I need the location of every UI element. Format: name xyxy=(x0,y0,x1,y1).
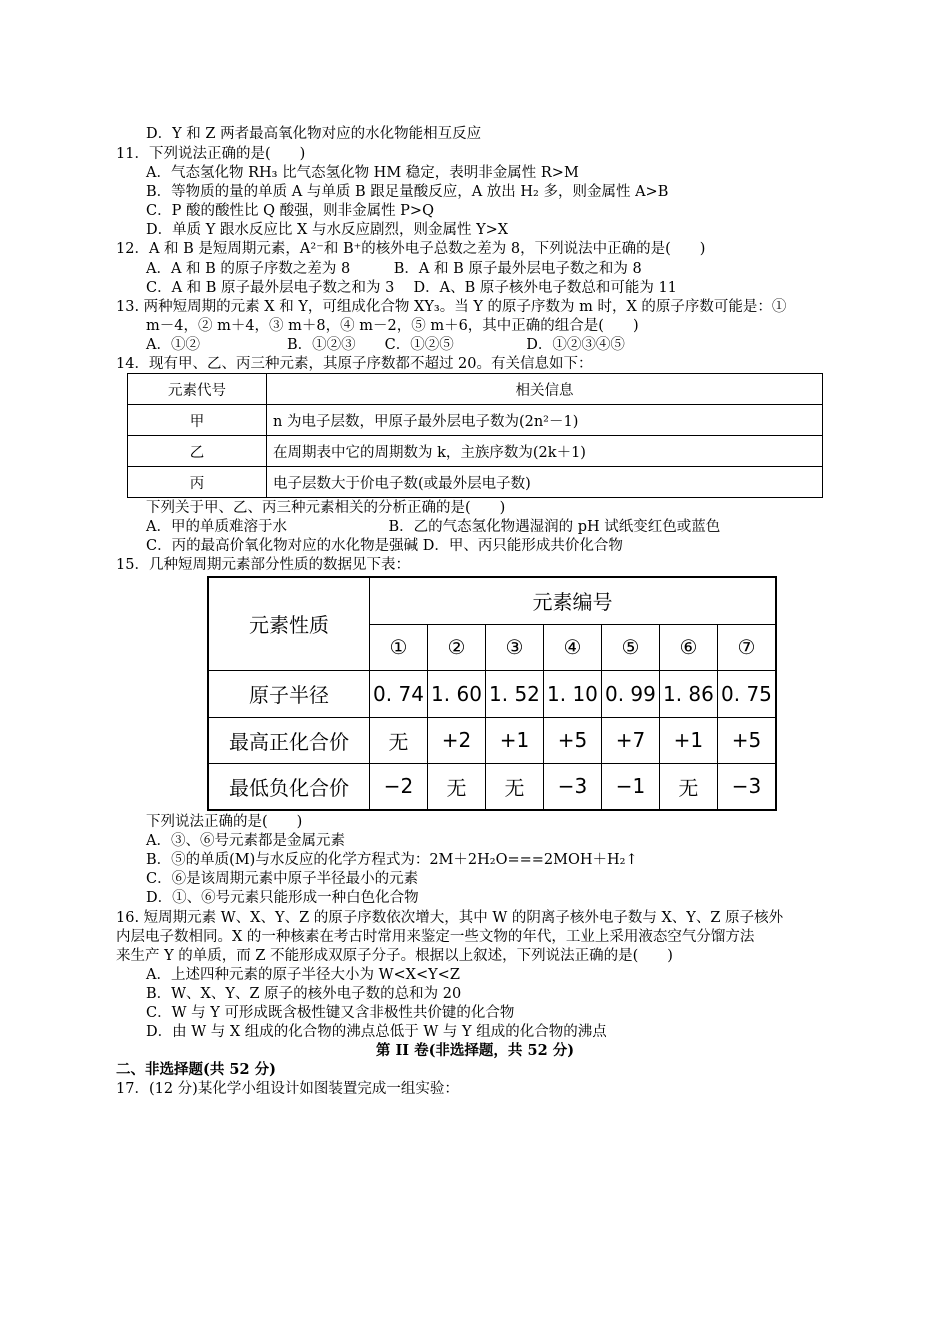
q15-option-a: A．③、⑥号元素都是金属元素 xyxy=(146,833,345,849)
q15-question: 下列说法正确的是( ) xyxy=(146,814,303,830)
q15-cell: 1. 10 xyxy=(543,670,601,717)
q15-cell: +7 xyxy=(601,717,659,763)
q15-cell: +1 xyxy=(659,717,717,763)
q15-element-id: ⑥ xyxy=(659,624,717,670)
q14-options-cd: C．丙的最高价氧化物对应的水化物是强碱 D．甲、丙只能形成共价化合物 xyxy=(146,538,623,554)
q15-cell: 无 xyxy=(485,763,543,810)
q15-cell: +5 xyxy=(543,717,601,763)
q13-stem-line2: m－4，② m＋4，③ m＋8，④ m－2，⑤ m＋6，其中正确的组合是( ) xyxy=(146,318,639,334)
q11-option-a: A．气态氢化物 RH₃ 比气态氢化物 HM 稳定，表明非金属性 R>M xyxy=(146,165,579,181)
q16-option-b: B．W、X、Y、Z 原子的核外电子数的总和为 20 xyxy=(146,986,462,1002)
q15-option-d: D．①、⑥号元素只能形成一种白色化合物 xyxy=(146,890,419,906)
q16-stem-line1: 16. 短周期元素 W、X、Y、Z 的原子序数依次增大，其中 W 的阴离子核外电子数与 X、Y、Z 原子核外 xyxy=(116,910,784,926)
q11-option-b: B．等物质的量的单质 A 与单质 B 跟足量酸反应，A 放出 H₂ 多，则金属性 A>B xyxy=(146,184,669,200)
q11-option-c: C．P 酸的酸性比 Q 酸强，则非金属性 P>Q xyxy=(146,203,434,219)
q15-data-table xyxy=(207,576,777,811)
q14-row-code: 甲 xyxy=(128,405,267,436)
q14-options-ab: A．甲的单质难溶于水 B．乙的气态氢化物遇湿润的 pH 试纸变红色或蓝色 xyxy=(146,519,721,535)
q12-stem: 12．A 和 B 是短周期元素，A²⁻和 B⁺的核外电子总数之差为 8，下列说法中正确的是( ) xyxy=(116,241,706,257)
q15-cell: 无 xyxy=(370,717,428,763)
q15-cell: −1 xyxy=(601,763,659,810)
q15-cell: 1. 52 xyxy=(485,670,543,717)
q12-options-cd: C．A 和 B 原子最外层电子数之和为 3 D．A、B 原子核外电子数总和可能为 11 xyxy=(146,280,677,296)
q15-cell: 1. 86 xyxy=(659,670,717,717)
q15-cell: 无 xyxy=(659,763,717,810)
q15-cell: +1 xyxy=(485,717,543,763)
q13-stem-line1: 13. 两种短周期的元素 X 和 Y，可组成化合物 XY₃。当 Y 的原子序数为 m 时，X 的原子序数可能是：① xyxy=(116,299,787,315)
q15-element-id: ④ xyxy=(543,624,601,670)
q15-option-b: B．⑤的单质(M)与水反应的化学方程式为：2M＋2H₂O===2MOH＋H₂↑ xyxy=(146,852,638,868)
q14-info-table xyxy=(127,373,823,498)
q12-options-ab: A．A 和 B 的原子序数之差为 8 B．A 和 B 原子最外层电子数之和为 8 xyxy=(146,261,642,277)
q15-element-id: ① xyxy=(370,624,428,670)
q14-row-code: 乙 xyxy=(128,436,267,467)
q14-row-info: 电子层数大于价电子数(或最外层电子数) xyxy=(267,467,823,498)
q14-question: 下列关于甲、乙、丙三种元素相关的分析正确的是( ) xyxy=(146,500,506,516)
q15-element-id: ⑤ xyxy=(601,624,659,670)
q16-option-c: C．W 与 Y 可形成既含极性键又含非极性共价键的化合物 xyxy=(146,1005,515,1021)
q15-cell: +2 xyxy=(427,717,485,763)
q11-option-d: D．单质 Y 跟水反应比 X 与水反应剧烈，则金属性 Y>X xyxy=(146,222,509,238)
q14-header-info: 相关信息 xyxy=(267,374,823,405)
q15-stem: 15．几种短周期元素部分性质的数据见下表： xyxy=(116,557,410,573)
q11-stem: 11．下列说法正确的是( ) xyxy=(116,146,306,162)
part2-section-heading: 二、非选择题(共 52 分) xyxy=(116,1061,276,1078)
q15-group-label: 元素编号 xyxy=(370,577,777,624)
q15-element-id: ② xyxy=(427,624,485,670)
q16-option-a: A．上述四种元素的原子半径大小为 W<X<Y<Z xyxy=(146,967,460,983)
q15-row-label: 最高正化合价 xyxy=(208,717,370,763)
q10-option-d: D．Y 和 Z 两者最高氧化物对应的水化物能相互反应 xyxy=(146,126,482,142)
q15-cell: 0. 99 xyxy=(601,670,659,717)
q15-cell: 1. 60 xyxy=(427,670,485,717)
q14-row-code: 丙 xyxy=(128,467,267,498)
q16-option-d: D．由 W 与 X 组成的化合物的沸点总低于 W 与 Y 组成的化合物的沸点 xyxy=(146,1024,607,1040)
q15-cell: −3 xyxy=(543,763,601,810)
q15-cell: 0. 75 xyxy=(717,670,776,717)
q13-options: A．①② B．①②③ C．①②⑤ D．①②③④⑤ xyxy=(146,337,625,353)
q14-row-info: 在周期表中它的周期数为 k，主族序数为(2k＋1) xyxy=(267,436,823,467)
q15-cell: −3 xyxy=(717,763,776,810)
q16-stem-line2: 内层电子数相同。X 的一种核素在考古时常用来鉴定一些文物的年代，工业上采用液态空气分馏方法 xyxy=(116,929,755,945)
q14-row-info: n 为电子层数，甲原子最外层电子数为(2n²－1) xyxy=(267,405,823,436)
q15-cell: 无 xyxy=(427,763,485,810)
q15-cell: 0. 74 xyxy=(370,670,428,717)
q15-element-id: ⑦ xyxy=(717,624,776,670)
q14-stem: 14．现有甲、乙、丙三种元素，其原子序数都不超过 20。有关信息如下： xyxy=(116,356,593,372)
q15-row-label: 原子半径 xyxy=(208,670,370,717)
q15-corner-label: 元素性质 xyxy=(208,577,370,670)
q16-stem-line3: 来生产 Y 的单质，而 Z 不能形成双原子分子。根据以上叙述，下列说法正确的是( ) xyxy=(116,948,673,964)
q15-cell: +5 xyxy=(717,717,776,763)
q15-cell: −2 xyxy=(370,763,428,810)
q14-header-code: 元素代号 xyxy=(128,374,267,405)
q17-stem: 17．(12 分)某化学小组设计如图装置完成一组实验： xyxy=(116,1081,459,1097)
q15-element-id: ③ xyxy=(485,624,543,670)
q15-row-label: 最低负化合价 xyxy=(208,763,370,810)
part2-title: 第 II 卷(非选择题，共 52 分) xyxy=(375,1042,575,1059)
q15-option-c: C．⑥是该周期元素中原子半径最小的元素 xyxy=(146,871,419,887)
